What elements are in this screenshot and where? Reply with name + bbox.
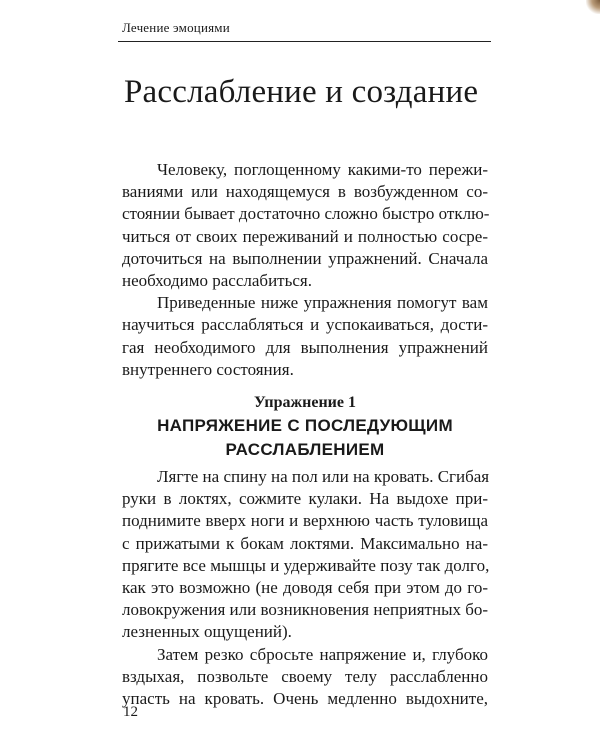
exercise-number: Упражнение 1 bbox=[253, 394, 356, 411]
text-line: упасть на кровать. Очень медленно выдохните, bbox=[122, 689, 488, 709]
text-line: ловокружения или возникновения неприятных бо- bbox=[122, 600, 489, 620]
text-line: Человеку, поглощенному какими-то пережи- bbox=[157, 160, 488, 179]
text-line: ваниями или находящемуся в возбужденном со- bbox=[122, 182, 488, 202]
text-line: руки в локтях, сожмите кулаки. На выдохе при- bbox=[122, 489, 488, 509]
text-line: гая необходимого для выполнения упражнений bbox=[122, 337, 488, 357]
text-line: доточиться на выполнении упражнений. Сначала bbox=[122, 248, 488, 268]
header-rule bbox=[118, 41, 491, 42]
text-line: читься от своих переживаний и полностью сосре- bbox=[122, 226, 488, 246]
text-line: необходимо расслабиться. bbox=[122, 271, 312, 291]
text-line: стоянии бывает достаточно сложно быстро отклю- bbox=[122, 204, 490, 224]
text-line: Лягте на спину на пол или на кровать. Сгибая bbox=[157, 467, 490, 486]
text-line: с прижатыми к бокам локтями. Максимально на- bbox=[122, 533, 488, 553]
intro-text bbox=[122, 159, 488, 381]
text-line: прягите все мышцы и удерживайте позу так долго, bbox=[122, 555, 490, 575]
chapter-title: Расслабление и создание bbox=[124, 74, 479, 110]
text-line: поднимите вверх ноги и верхнюю часть туловища bbox=[122, 511, 488, 531]
exercise-text bbox=[122, 466, 488, 710]
text-line: как это возможно (не доводя себя при этом до го- bbox=[122, 578, 488, 598]
exercise-heading bbox=[122, 393, 488, 461]
text-line: лезненных ощущений). bbox=[122, 622, 292, 642]
exercise-title-line: РАССЛАБЛЕНИЕМ bbox=[225, 440, 385, 459]
text-line: Приведенные ниже упражнения помогут вам bbox=[157, 293, 488, 313]
exercise-title-line: НАПРЯЖЕНИЕ С ПОСЛЕДУЮЩИМ bbox=[157, 416, 453, 435]
text-line: внутреннего состояния. bbox=[122, 359, 294, 379]
text-line: вздыхая, позвольте своему телу расслабленно bbox=[122, 666, 488, 686]
running-head: Лечение эмоциями bbox=[122, 20, 230, 35]
text-line: научиться расслабляться и успокаиваться, дости- bbox=[122, 315, 488, 335]
page-number: 12 bbox=[123, 704, 138, 720]
text-line: Затем резко сбросьте напряжение и, глубоко bbox=[157, 644, 488, 664]
page-corner-shadow bbox=[586, 0, 600, 14]
